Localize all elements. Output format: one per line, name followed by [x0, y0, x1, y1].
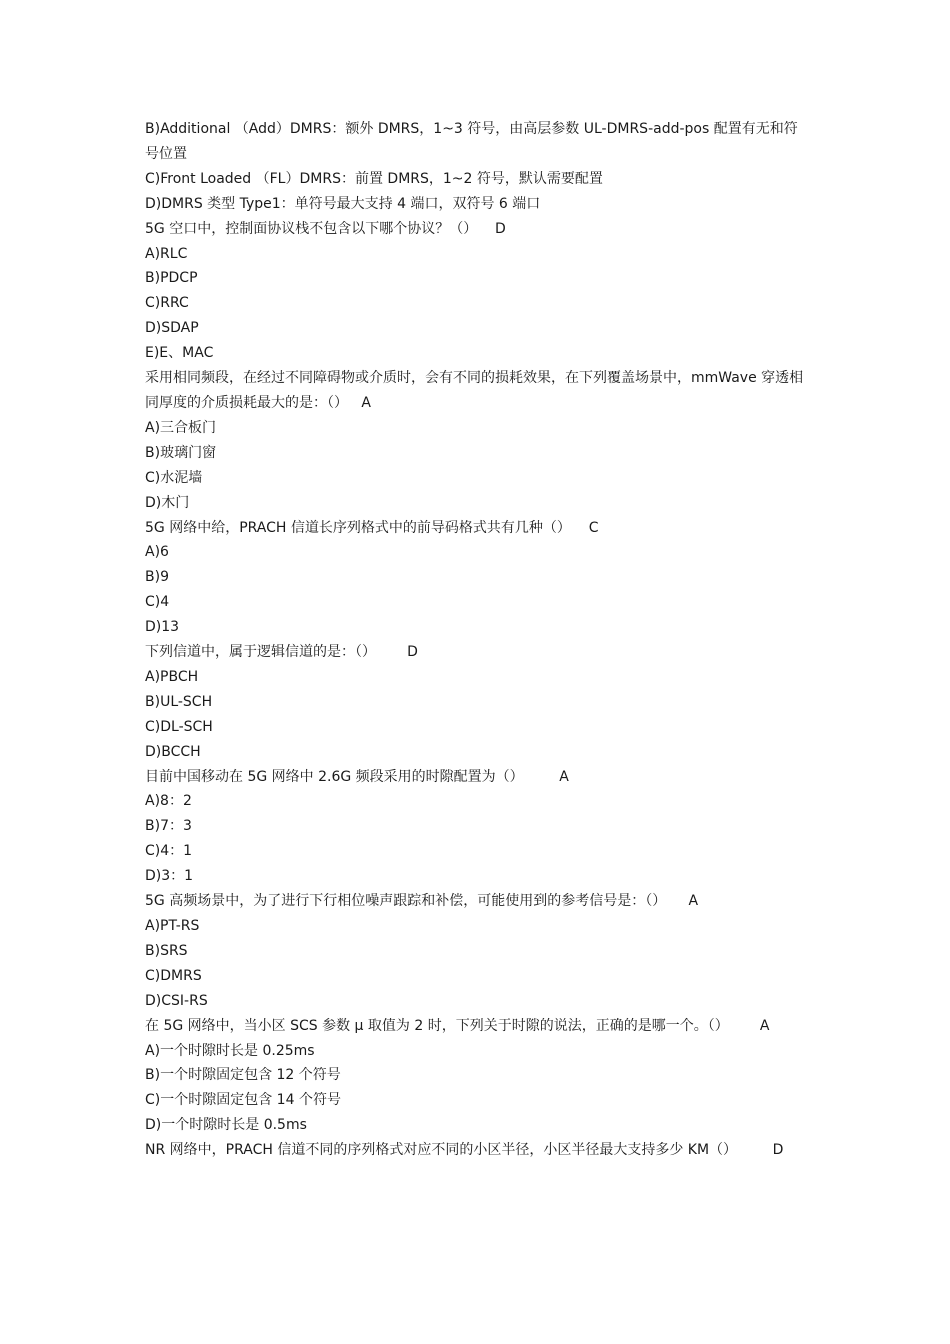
answer-gap [477, 221, 495, 237]
option-line [145, 615, 810, 640]
option-line [145, 540, 810, 565]
option-text: D)3：1 [145, 868, 194, 885]
option-text: A)PT-RS [145, 918, 200, 934]
option-text: B)Additional （Add）DMRS：额外 DMRS，1~3 符号，由高层参数 UL-DMRS-add-pos 配置有无和符号位置 [145, 121, 798, 162]
option-text: B)SRS [145, 942, 188, 959]
option-text: D)BCCH [145, 743, 201, 760]
option-text: D)SDAP [145, 320, 199, 337]
option-text: D)木门 [145, 494, 190, 511]
option-line [145, 740, 810, 765]
answer-key: D [495, 220, 506, 237]
option-text: C)DL-SCH [145, 718, 213, 735]
document-body [145, 117, 810, 1163]
option-line [145, 1088, 810, 1113]
option-text: C)Front Loaded （FL）DMRS：前置 DMRS，1~2 符号，默认需要配置 [145, 170, 603, 187]
answer-gap [737, 1142, 773, 1158]
option-line [145, 1039, 810, 1064]
option-text: D)CSI-RS [145, 992, 208, 1009]
answer-key: D [772, 1142, 784, 1159]
option-line [145, 441, 810, 466]
option-text: A)8：2 [145, 793, 192, 810]
option-line [145, 964, 810, 989]
option-line [145, 690, 810, 715]
question-text: NR 网络中，PRACH 信道不同的序列格式对应不同的小区半径，小区半径最大支持多少 KM（） [145, 1142, 738, 1159]
answer-key: A [361, 394, 371, 411]
question-line [145, 1138, 810, 1163]
question-text: 5G 空口中，控制面协议栈不包含以下哪个协议？（） [145, 220, 478, 237]
option-line [145, 1063, 810, 1088]
option-line [145, 466, 810, 491]
option-line [145, 266, 810, 291]
option-line [145, 864, 810, 889]
question-text: 5G 高频场景中，为了进行下行相位噪声跟踪和补偿，可能使用到的参考信号是：（） [145, 893, 667, 910]
option-text: B)UL-SCH [145, 693, 213, 710]
option-line [145, 989, 810, 1014]
option-line [145, 491, 810, 516]
question-line [145, 217, 810, 242]
answer-key: C [588, 519, 599, 536]
option-line [145, 117, 810, 167]
question-text: 5G 网络中给，PRACH 信道长序列格式中的前导码格式共有几种（） [145, 519, 571, 536]
option-text: D)13 [145, 619, 180, 636]
option-line [145, 416, 810, 441]
option-text: C)DMRS [145, 967, 202, 984]
option-line [145, 291, 810, 316]
question-line [145, 1014, 810, 1039]
option-line [145, 242, 810, 267]
option-line [145, 839, 810, 864]
question-line [145, 889, 810, 914]
option-text: B)7：3 [145, 818, 192, 835]
option-text: C)4 [145, 594, 170, 611]
answer-gap [524, 769, 560, 785]
answer-key: A [688, 893, 699, 910]
answer-gap [376, 644, 407, 660]
option-text: B)一个时隙固定包含 12 个符号 [145, 1067, 341, 1084]
question-line [145, 516, 810, 541]
answer-gap [348, 395, 361, 411]
option-line [145, 814, 810, 839]
option-line [145, 914, 810, 939]
option-text: A)RLC [145, 245, 188, 262]
option-text: B)9 [145, 569, 169, 586]
answer-key: D [407, 644, 418, 661]
option-line [145, 715, 810, 740]
answer-gap [571, 520, 589, 536]
option-text: C)水泥墙 [145, 469, 203, 486]
question-text: 下列信道中，属于逻辑信道的是：（） [145, 644, 376, 661]
question-text: 采用相同频段，在经过不同障碍物或介质时，会有不同的损耗效果，在下列覆盖场景中，mmWave 穿透相同厚度的介质损耗最大的是：（） [145, 370, 804, 411]
question-text: 在 5G 网络中，当小区 SCS 参数 μ 取值为 2 时，下列关于时隙的说法，正确的是哪一个。（） [145, 1017, 729, 1034]
question-line [145, 765, 810, 790]
option-line [145, 1113, 810, 1138]
option-line [145, 341, 810, 366]
answer-key: A [559, 768, 569, 785]
option-line [145, 167, 810, 192]
option-text: A)三合板门 [145, 419, 217, 436]
option-text: A)6 [145, 544, 169, 561]
option-line [145, 590, 810, 615]
option-text: A)一个时隙时长是 0.25ms [145, 1042, 315, 1059]
option-line [145, 192, 810, 217]
option-text: D)一个时隙时长是 0.5ms [145, 1117, 307, 1134]
question-line [145, 366, 810, 416]
answer-gap [666, 893, 688, 909]
option-text: E)E、MAC [145, 345, 214, 362]
option-text: D)DMRS 类型 Type1：单符号最大支持 4 端口，双符号 6 端口 [145, 195, 541, 212]
option-text: A)PBCH [145, 668, 199, 685]
option-line [145, 565, 810, 590]
option-line [145, 939, 810, 964]
option-text: B)PDCP [145, 270, 198, 287]
question-text: 目前中国移动在 5G 网络中 2.6G 频段采用的时隙配置为（） [145, 768, 524, 785]
option-text: C)一个时隙固定包含 14 个符号 [145, 1092, 341, 1109]
option-text: B)玻璃门窗 [145, 444, 217, 461]
option-line [145, 316, 810, 341]
option-line [145, 665, 810, 690]
option-text: C)RRC [145, 295, 189, 312]
answer-key: A [759, 1017, 770, 1034]
question-line [145, 640, 810, 665]
option-text: C)4：1 [145, 843, 193, 860]
answer-gap [729, 1018, 760, 1034]
option-line [145, 789, 810, 814]
